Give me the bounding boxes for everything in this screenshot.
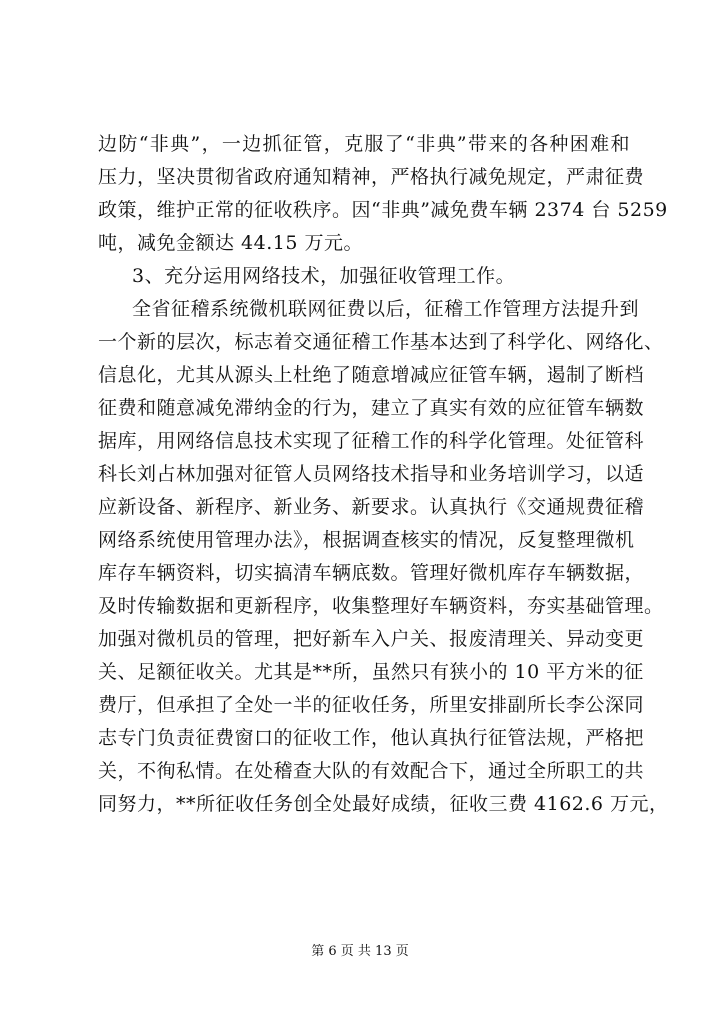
text-line: 信息化，尤其从源头上杜绝了随意增减应征管车辆，遏制了断档 <box>98 364 645 386</box>
text-line: 同努力，**所征收任务创全处最好成绩，征收三费 4162.6 万元， <box>98 793 669 815</box>
section-heading: 3、充分运用网络技术，加强征收管理工作。 <box>132 265 516 287</box>
text-line: 费厅，但承担了全处一半的征收任务，所里安排副所长李公深同 <box>98 694 645 716</box>
text-line: 库存车辆资料，切实搞清车辆底数。管理好微机库存车辆数据， <box>98 562 645 584</box>
text-line: 应新设备、新程序、新业务、新要求。认真执行《交通规费征稽 <box>98 496 645 518</box>
text-line: 据库，用网络信息技术实现了征稽工作的科学化管理。处征管科 <box>98 430 645 452</box>
text-line: 征费和随意减免滞纳金的行为，建立了真实有效的应征管车辆数 <box>98 397 645 419</box>
text-line: 边防“非典”，一边抓征管，克服了“非典”带来的各种困难和 <box>98 133 630 155</box>
text-line: 网络系统使用管理办法》，根据调查核实的情况，反复整理微机 <box>98 529 635 551</box>
text-line: 志专门负责征费窗口的征收工作，他认真执行征管法规，严格把 <box>98 727 645 749</box>
body-text <box>98 128 669 821</box>
text-line: 一个新的层次，标志着交通征稽工作基本达到了科学化、网络化、 <box>98 331 664 353</box>
text-line: 关、足额征收关。尤其是**所，虽然只有狭小的 10 平方米的征 <box>98 661 644 683</box>
text-line: 关，不徇私情。在处稽查大队的有效配合下，通过全所职工的共 <box>98 760 645 782</box>
text-line: 压力，坚决贯彻省政府通知精神，严格执行减免规定，严肃征费 <box>98 166 645 188</box>
text-line: 及时传输数据和更新程序，收集整理好车辆资料，夯实基础管理。 <box>98 595 664 617</box>
text-line: 加强对微机员的管理，把好新车入户关、报废清理关、异动变更 <box>98 628 645 650</box>
text-line: 全省征稽系统微机联网征费以后，征稽工作管理方法提升到 <box>132 298 640 320</box>
page-number-footer: 第 6 页 共 13 页 <box>311 944 409 959</box>
text-line: 吨，减免金额达 44.15 万元。 <box>98 232 363 254</box>
text-line: 科长刘占林加强对征管人员网络技术指导和业务培训学习，以适 <box>98 463 645 485</box>
text-line: 政策，维护正常的征收秩序。因“非典”减免费车辆 2374 台 5259 <box>98 199 668 221</box>
